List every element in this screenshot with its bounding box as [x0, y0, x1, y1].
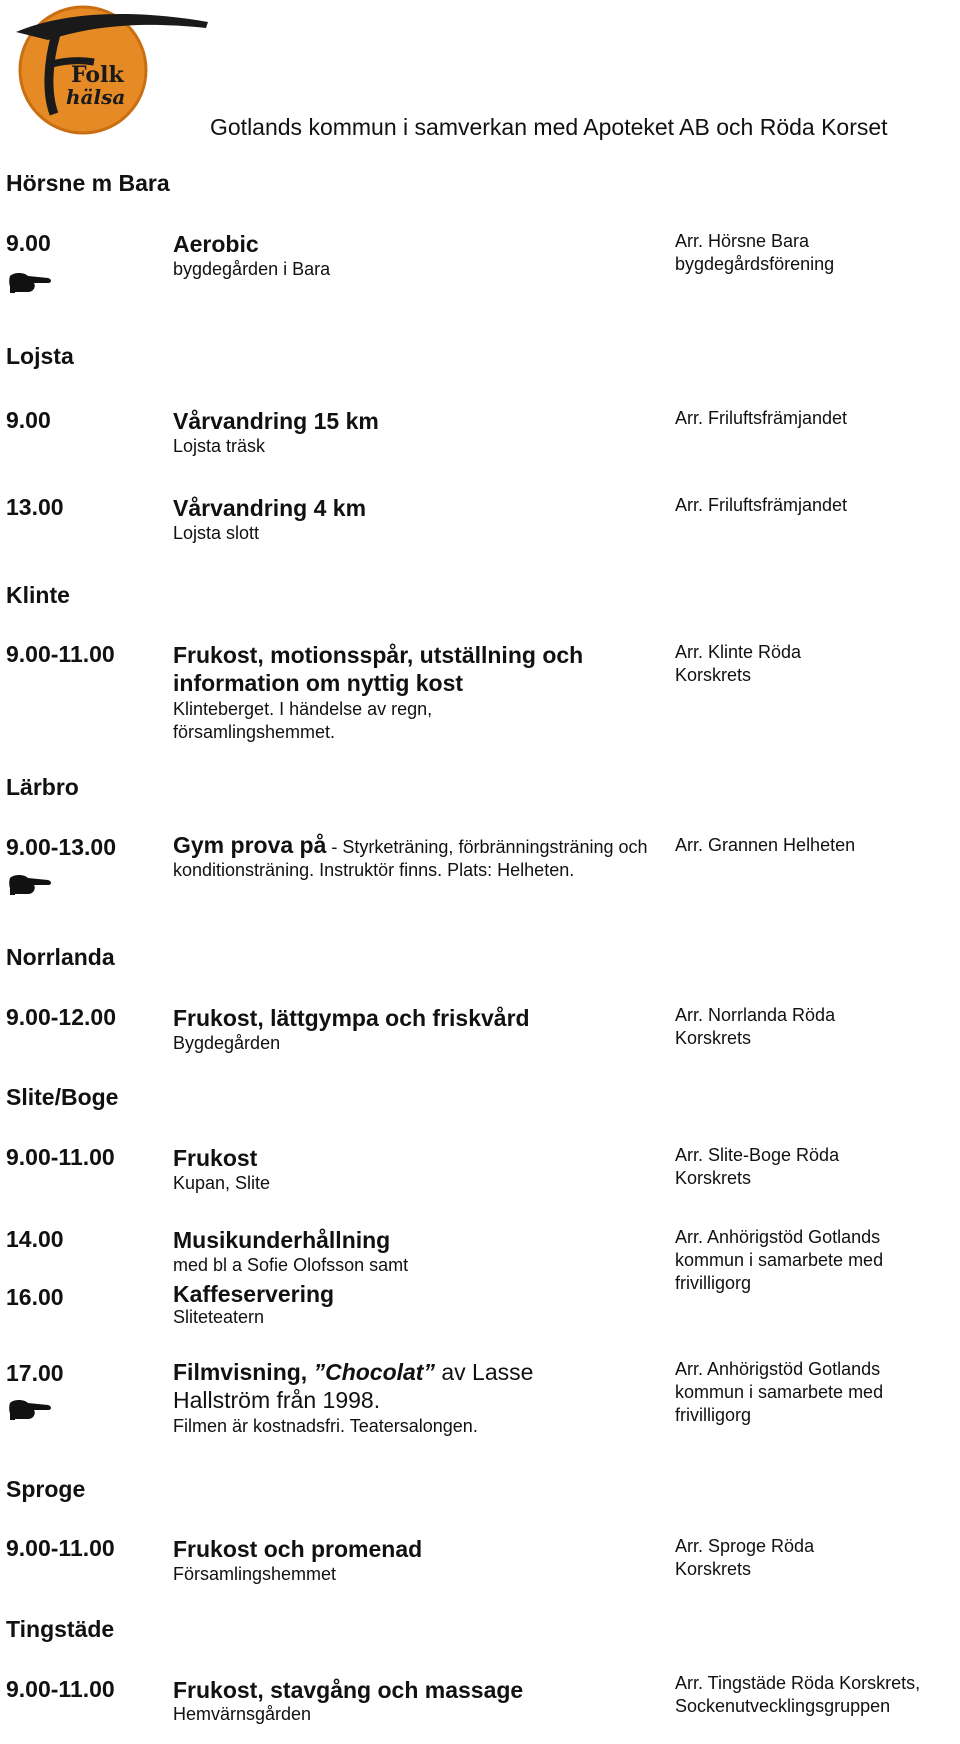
- event-organizer: Arr. Klinte Röda Korskrets: [675, 642, 802, 685]
- event-time: 16.00: [6, 1284, 64, 1310]
- event-time: 13.00: [6, 494, 64, 520]
- event-title: Kaffeservering: [173, 1281, 335, 1307]
- event-location: Kupan, Slite: [173, 1173, 271, 1193]
- event-title: Frukost: [173, 1145, 258, 1171]
- event-title-bold: Gym prova på: [173, 832, 327, 858]
- pointing-hand-icon: [8, 270, 52, 296]
- logo-text-top: Folk: [71, 62, 124, 88]
- section-heading: Lojsta: [6, 343, 74, 369]
- event-location: Klinteberget. I händelse av regn, församlingshemmet.: [173, 699, 433, 742]
- event-time: 9.00-11.00: [6, 1144, 115, 1170]
- event-title-bold: Filmvisning,: [173, 1359, 314, 1385]
- folkhalsa-logo: [8, 2, 208, 142]
- event-time: 17.00: [6, 1360, 64, 1386]
- section-heading: Sproge: [6, 1476, 86, 1502]
- pointing-hand-icon: [8, 1397, 52, 1423]
- event-title: Vårvandring 15 km: [173, 408, 379, 434]
- event-location: Lojsta träsk: [173, 436, 266, 456]
- event-time: 9.00-11.00: [6, 1535, 115, 1561]
- event-organizer: Arr. Friluftsfrämjandet: [675, 408, 848, 428]
- event-location: Bygdegården: [173, 1033, 281, 1053]
- event-organizer: Arr. Tingstäde Röda Korskrets, Sockenutvecklingsgruppen: [675, 1673, 921, 1716]
- logo-graphic: [8, 2, 208, 142]
- event-description: - Styrketräning, förbränningsträning och konditionsträning. Instruktör finns. Plats: Helheten.: [173, 837, 648, 880]
- event-title-film: ”Chocolat”: [313, 1359, 435, 1385]
- event-organizer: Arr. Norrlanda Röda Korskrets: [675, 1005, 836, 1048]
- event-title: Frukost och promenad: [173, 1536, 423, 1562]
- section-heading: Klinte: [6, 582, 70, 608]
- event-time: 9.00-12.00: [6, 1004, 116, 1030]
- event-location: Filmen är kostnadsfri. Teatersalongen.: [173, 1416, 478, 1436]
- event-location: Församlingshemmet: [173, 1564, 337, 1584]
- event-title: Aerobic: [173, 231, 259, 257]
- event-title: Musikunderhållning: [173, 1227, 391, 1253]
- event-title: [173, 1358, 613, 1414]
- event-organizer: Arr. Friluftsfrämjandet: [675, 495, 848, 515]
- event-organizer: Arr. Slite-Boge Röda Korskrets: [675, 1145, 840, 1188]
- event-organizer: Arr. Anhörigstöd Gotlands kommun i samarbete med frivilligorg: [675, 1359, 884, 1425]
- event-time: 9.00-11.00: [6, 1676, 115, 1702]
- event-time: 9.00-13.00: [6, 834, 116, 860]
- event-location: Lojsta slott: [173, 523, 260, 543]
- section-heading: Tingstäde: [6, 1616, 115, 1642]
- event-title: Frukost, stavgång och massage: [173, 1677, 524, 1703]
- organizer-line: Gotlands kommun i samverkan med Apoteket AB och Röda Korset: [210, 114, 888, 140]
- logo-text-bottom: hälsa: [66, 85, 126, 109]
- event-location: bygdegården i Bara: [173, 259, 331, 279]
- event-organizer: Arr. Grannen Helheten: [675, 835, 856, 855]
- event-title: [173, 834, 663, 882]
- event-location: Sliteteatern: [173, 1307, 265, 1327]
- event-time: 9.00: [6, 230, 51, 256]
- event-description: med bl a Sofie Olofsson samt: [173, 1255, 409, 1275]
- section-heading: Hörsne m Bara: [6, 170, 170, 196]
- event-location: Hemvärnsgården: [173, 1704, 312, 1724]
- event-organizer: Arr. Sproge Röda Korskrets: [675, 1536, 815, 1579]
- event-title-rest: av Lasse Hallström från 1998.: [173, 1359, 534, 1413]
- event-title: Frukost, lättgympa och friskvård: [173, 1005, 530, 1031]
- event-title: Vårvandring 4 km: [173, 495, 367, 521]
- event-title: Frukost, motionsspår, utställning och information om nyttig kost: [173, 642, 584, 696]
- section-heading: Lärbro: [6, 774, 79, 800]
- event-time: 9.00-11.00: [6, 641, 115, 667]
- pointing-hand-icon: [8, 872, 52, 898]
- section-heading: Slite/Boge: [6, 1084, 119, 1110]
- event-time: 9.00: [6, 407, 51, 433]
- section-heading: Norrlanda: [6, 944, 115, 970]
- event-organizer: Arr. Hörsne Bara bygdegårdsförening: [675, 231, 835, 274]
- event-organizer: Arr. Anhörigstöd Gotlands kommun i samarbete med frivilligorg: [675, 1227, 884, 1293]
- event-time: 14.00: [6, 1226, 64, 1252]
